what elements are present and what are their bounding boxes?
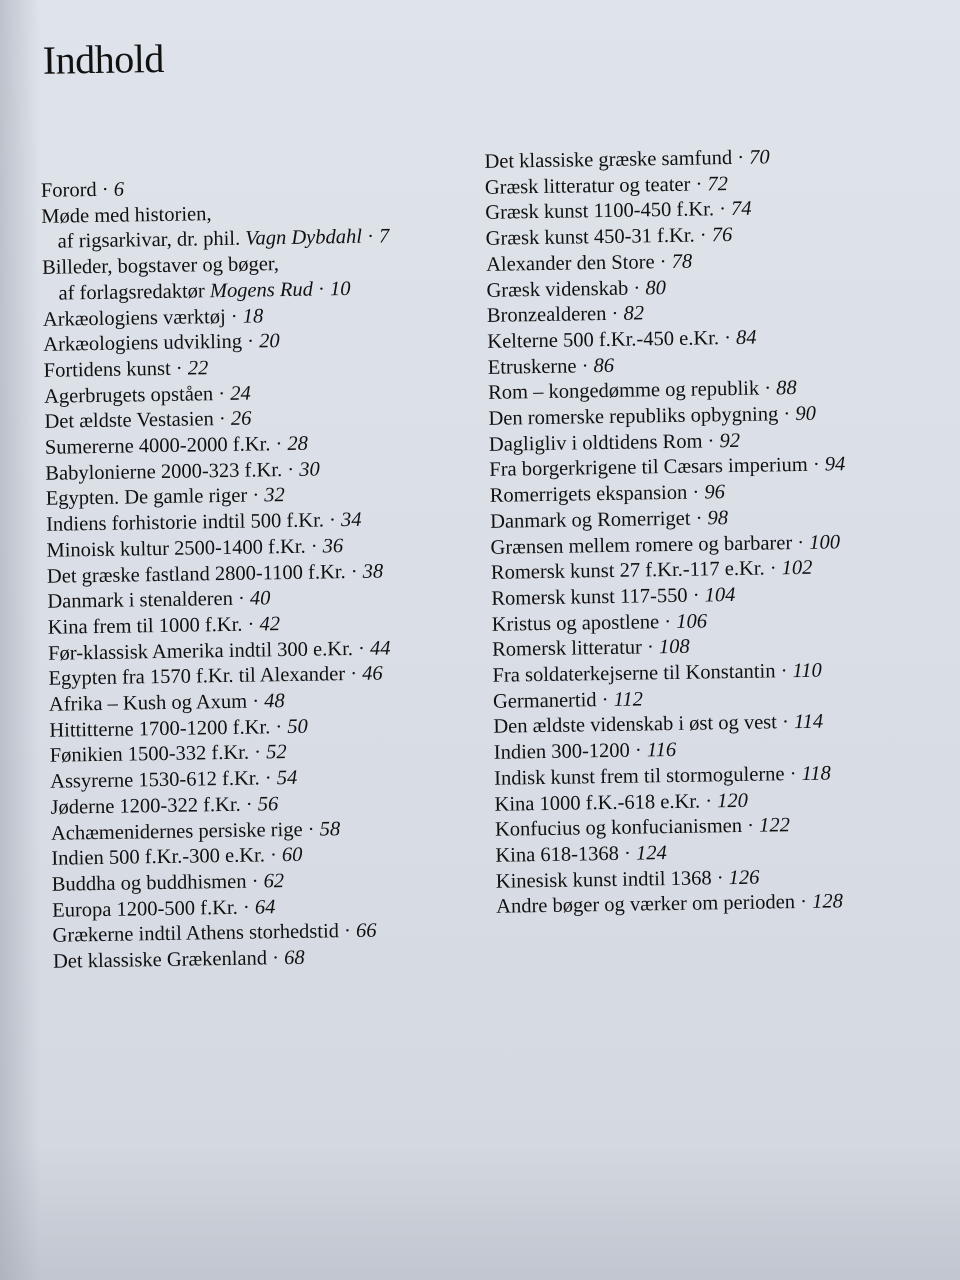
toc-separator: · <box>711 866 729 890</box>
toc-separator: · <box>225 305 243 328</box>
toc-entry-title: Græsk kunst 450-31 f.Kr. <box>485 224 695 250</box>
toc-page-number: 76 <box>711 224 733 247</box>
toc-separator: · <box>794 891 813 914</box>
toc-page-number: 80 <box>645 276 667 299</box>
toc-entry-title: Arkæologiens værktøj <box>42 305 226 331</box>
toc-separator: · <box>259 767 277 790</box>
toc-page-number: 60 <box>281 844 303 867</box>
toc-entry-title: Kelterne 500 f.Kr.-450 e.Kr. <box>487 327 720 353</box>
toc-page-number: 20 <box>258 330 280 353</box>
toc-entry-title: Romersk kunst 117-550 <box>491 584 688 610</box>
toc-separator: · <box>694 224 712 247</box>
toc-separator: · <box>242 613 260 636</box>
toc-entry-title: Før-klassisk Amerika indtil 300 e.Kr. <box>47 637 354 665</box>
toc-page-number: 98 <box>707 506 729 530</box>
toc-separator: · <box>237 896 256 919</box>
toc-separator: · <box>266 947 285 970</box>
toc-separator: · <box>641 636 660 659</box>
toc-separator: · <box>629 739 648 762</box>
toc-page-number: 100 <box>809 530 841 554</box>
toc-entry-title: Assyrerne 1530-612 f.Kr. <box>50 767 260 793</box>
toc-separator: · <box>240 793 258 816</box>
toc-page-number: 116 <box>646 739 677 762</box>
toc-entry-title: Bronzealderen <box>486 303 607 328</box>
toc-page-number: 58 <box>319 817 341 841</box>
toc-entry-title: Det klassiske græske samfund <box>484 146 733 173</box>
toc-separator: · <box>246 870 264 893</box>
toc-page-number: 102 <box>781 557 813 580</box>
toc-entry-title: Fra borgerkrigene til Cæsars imperium <box>489 454 808 482</box>
toc-separator: · <box>170 357 188 380</box>
toc-separator: · <box>618 842 637 865</box>
toc-entry-title: Fønikien 1500-332 f.Kr. <box>49 742 250 768</box>
toc-entry-title: af forlagsredaktør <box>58 280 211 305</box>
toc-separator: · <box>264 844 283 867</box>
toc-entry-title: Konfucius og konfucianismen <box>494 815 743 842</box>
toc-page-number: 24 <box>230 382 251 405</box>
toc-entry-title: Indisk kunst frem til stormogulerne <box>494 763 785 790</box>
toc-entry-title: Romerrigets ekspansion <box>489 481 688 507</box>
toc-entry-title: Grækerne indtil Athens storhedstid <box>52 920 340 948</box>
toc-entry-title: af rigsarkivar, dr. phil. <box>57 228 246 253</box>
toc-entry-title: Sumererne 4000-2000 f.Kr. <box>44 433 271 459</box>
toc-entry <box>42 276 390 307</box>
toc-page-number: 44 <box>369 637 391 660</box>
toc-separator: · <box>784 762 802 786</box>
toc-page-number: 112 <box>613 688 644 711</box>
toc-entry-title: Romersk kunst 27 f.Kr.-117 e.Kr. <box>490 557 765 585</box>
toc-page-number: 110 <box>792 659 822 683</box>
toc-entry-title: Alexander den Store <box>485 251 655 276</box>
toc-separator: · <box>270 715 288 739</box>
toc-entry-title: Grænsen mellem romere og barbarer <box>490 531 793 559</box>
toc-separator: · <box>741 814 760 838</box>
toc-page-number: 122 <box>758 814 791 837</box>
toc-entry-title: Etruskerne <box>487 355 577 379</box>
toc-entry-title: Græsk videnskab <box>486 277 629 302</box>
toc-page-number: 114 <box>793 711 824 734</box>
toc-entry-author: Mogens Rud <box>209 278 314 303</box>
toc-page-number: 64 <box>254 895 276 919</box>
toc-page-number: 46 <box>362 662 383 686</box>
toc-entry-title: Hittitterne 1700-1200 f.Kr. <box>49 716 271 742</box>
toc-entry-title: Buddha og buddhismen <box>51 870 247 896</box>
toc-page-number: 108 <box>658 636 690 659</box>
toc-separator: · <box>776 711 795 734</box>
toc-page-number: 88 <box>776 377 797 400</box>
toc-entry-title: Det klassiske Grækenland <box>52 947 268 973</box>
toc-separator: · <box>312 278 331 301</box>
toc-entry-title: Billeder, bogstaver og bøger, <box>41 253 280 279</box>
toc-left-column <box>41 173 401 975</box>
toc-page-number: 96 <box>704 481 726 504</box>
toc-separator: · <box>323 509 342 532</box>
toc-separator: · <box>248 741 267 765</box>
toc-page-number: 90 <box>795 402 817 426</box>
toc-page-number: 7 <box>378 225 390 248</box>
toc-entry-title: Græsk kunst 1100-450 f.Kr. <box>485 198 715 225</box>
toc-right-column <box>484 144 852 921</box>
toc-page-number: 28 <box>287 432 309 456</box>
toc-page-number: 10 <box>329 277 351 301</box>
toc-page-number: 62 <box>263 870 285 893</box>
toc-entry-title: Indien 500 f.Kr.-300 e.Kr. <box>51 844 266 871</box>
toc-page-number: 40 <box>249 587 271 610</box>
toc-page-number: 104 <box>704 583 736 607</box>
toc-page-number: 124 <box>635 842 667 865</box>
toc-entry-title: Kinesisk kunst indtil 1368 <box>495 867 712 893</box>
page-title: Indhold <box>42 35 165 83</box>
toc-entry-title: Egypten. De gamle riger <box>45 485 248 511</box>
toc-page-number: 48 <box>264 690 285 713</box>
toc-page-number: 86 <box>593 354 615 377</box>
toc-entry-title: Møde med historien, <box>41 202 212 228</box>
toc-separator: · <box>305 535 323 558</box>
toc-entry-title: Arkæologiens udvikling <box>43 330 243 357</box>
toc-page-number: 32 <box>264 484 285 507</box>
toc-entry-title: Danmark og Romerriget <box>489 507 691 533</box>
toc-entry-title: Danmark i stenalderen <box>47 588 234 614</box>
toc-entry-title: Det græske fastland 2800-1100 f.Kr. <box>46 560 346 588</box>
toc-separator: · <box>281 458 300 481</box>
toc-entry-title: Kina frem til 1000 f.Kr. <box>47 613 243 639</box>
toc-page-number: 66 <box>355 920 377 943</box>
toc-separator: · <box>702 429 720 453</box>
toc-entry-title: Forord <box>40 178 97 202</box>
toc-separator: · <box>699 789 718 813</box>
toc-page-number: 52 <box>265 741 287 764</box>
toc-entry-title: Germanertid <box>492 688 597 713</box>
toc-separator: · <box>690 173 708 196</box>
toc-page-number: 92 <box>719 429 741 452</box>
toc-separator: · <box>731 146 750 169</box>
toc-separator: · <box>344 663 363 686</box>
toc-separator: · <box>96 178 114 201</box>
toc-page-number: 72 <box>707 172 729 196</box>
toc-separator: · <box>654 250 672 274</box>
toc-page-number: 82 <box>623 302 645 325</box>
toc-separator: · <box>658 610 677 633</box>
toc-entry-title: Minoisk kultur 2500-1400 f.Kr. <box>46 535 306 562</box>
toc-entry-title: Kristus og apostlene <box>491 610 660 636</box>
toc-separator: · <box>690 507 708 530</box>
toc-separator: · <box>596 688 614 711</box>
toc-separator: · <box>713 198 732 221</box>
toc-page-number: 68 <box>283 946 305 970</box>
toc-separator: · <box>764 557 782 580</box>
toc-entry <box>496 890 852 921</box>
toc-entry-title: Kina 1000 f.K.-618 e.Kr. <box>494 790 701 816</box>
toc-page-number: 26 <box>230 407 252 431</box>
toc-entry-title: Babylonierne 2000-323 f.Kr. <box>45 458 283 485</box>
toc-separator: · <box>807 454 825 477</box>
toc-separator: · <box>270 433 288 456</box>
toc-entry-author: Vagn Dybdahl <box>245 226 363 251</box>
toc-page-number: 36 <box>322 534 344 558</box>
toc-entry-title: Indiens forhistorie indtil 500 f.Kr. <box>45 509 325 536</box>
toc-page-number: 78 <box>671 250 693 273</box>
toc-entry-title: Græsk litteratur og teater <box>484 173 691 199</box>
toc-entry-title: Egypten fra 1570 f.Kr. til Alexander <box>48 663 346 691</box>
toc-page-number: 22 <box>187 357 209 380</box>
toc-entry-title: Den ældste videnskab i øst og vest <box>493 711 778 739</box>
toc-separator: · <box>778 403 796 426</box>
toc-page-number: 50 <box>287 715 308 738</box>
toc-page-number: 42 <box>259 613 281 636</box>
toc-entry-title: Afrika – Kush og Axum <box>48 690 248 716</box>
toc-entry-title: Europa 1200-500 f.Kr. <box>52 896 238 922</box>
toc-separator: · <box>792 531 810 554</box>
toc-page-number: 84 <box>735 326 757 349</box>
toc-separator: · <box>241 330 260 353</box>
toc-entry-title: Indien 300-1200 <box>493 739 631 764</box>
toc-page-number: 54 <box>276 767 298 790</box>
toc-page-number: 18 <box>242 304 264 328</box>
toc-separator: · <box>361 225 380 249</box>
toc-page-number: 74 <box>730 198 752 221</box>
toc-entry-title: Dagligliv i oldtidens Rom <box>488 430 703 456</box>
toc-page-number: 6 <box>113 178 125 201</box>
toc-page-number: 118 <box>801 762 831 785</box>
toc-separator: · <box>628 276 646 300</box>
toc-separator: · <box>232 587 251 611</box>
toc-page-number: 126 <box>728 866 760 889</box>
toc-entry-title: Rom – kongedømme og republik <box>487 377 760 405</box>
toc-separator: · <box>606 302 624 326</box>
toc-entry-title: Romersk litteratur <box>491 636 643 662</box>
toc-entry-title: Achæmenidernes persiske rige <box>50 818 303 845</box>
toc-separator: · <box>576 354 594 378</box>
toc-page-number: 30 <box>299 458 320 481</box>
toc-separator: · <box>345 560 363 583</box>
toc-entry-title: Det ældste Vestasien <box>44 408 214 434</box>
toc-page-number: 38 <box>362 560 384 583</box>
toc-entry <box>53 944 401 975</box>
toc-separator: · <box>247 484 265 508</box>
toc-page-number: 70 <box>749 146 770 169</box>
toc-separator: · <box>758 377 777 400</box>
toc-entry-title: Kina 618-1368 <box>495 842 620 867</box>
toc-entry-title: Andre bøger og værker om perioden <box>496 891 796 919</box>
toc-page-number: 34 <box>340 508 362 532</box>
toc-separator: · <box>687 481 705 504</box>
toc-separator: · <box>302 818 320 841</box>
toc-entry-title: Agerbrugets opståen <box>43 382 214 408</box>
toc-page-number: 56 <box>257 793 279 816</box>
toc-separator: · <box>338 920 357 943</box>
toc-page-number: 128 <box>811 890 844 914</box>
toc-separator: · <box>246 690 265 713</box>
toc-entry-title: Fortidens kunst <box>43 357 171 382</box>
toc-page-number: 94 <box>824 453 846 476</box>
toc-separator: · <box>213 408 232 431</box>
toc-entry-title: Fra soldaterkejserne til Konstantin <box>492 660 776 687</box>
toc-separator: · <box>687 584 705 607</box>
toc-page-number: 120 <box>716 789 749 812</box>
toc-entry-title: Den romerske republiks opbygning <box>488 403 779 430</box>
toc-separator: · <box>352 637 371 660</box>
toc-page-number: 106 <box>676 610 708 633</box>
toc-separator: · <box>718 326 737 350</box>
toc-entry-title: Jøderne 1200-322 f.Kr. <box>50 793 241 819</box>
toc-separator: · <box>775 660 793 683</box>
toc-separator: · <box>213 382 231 405</box>
